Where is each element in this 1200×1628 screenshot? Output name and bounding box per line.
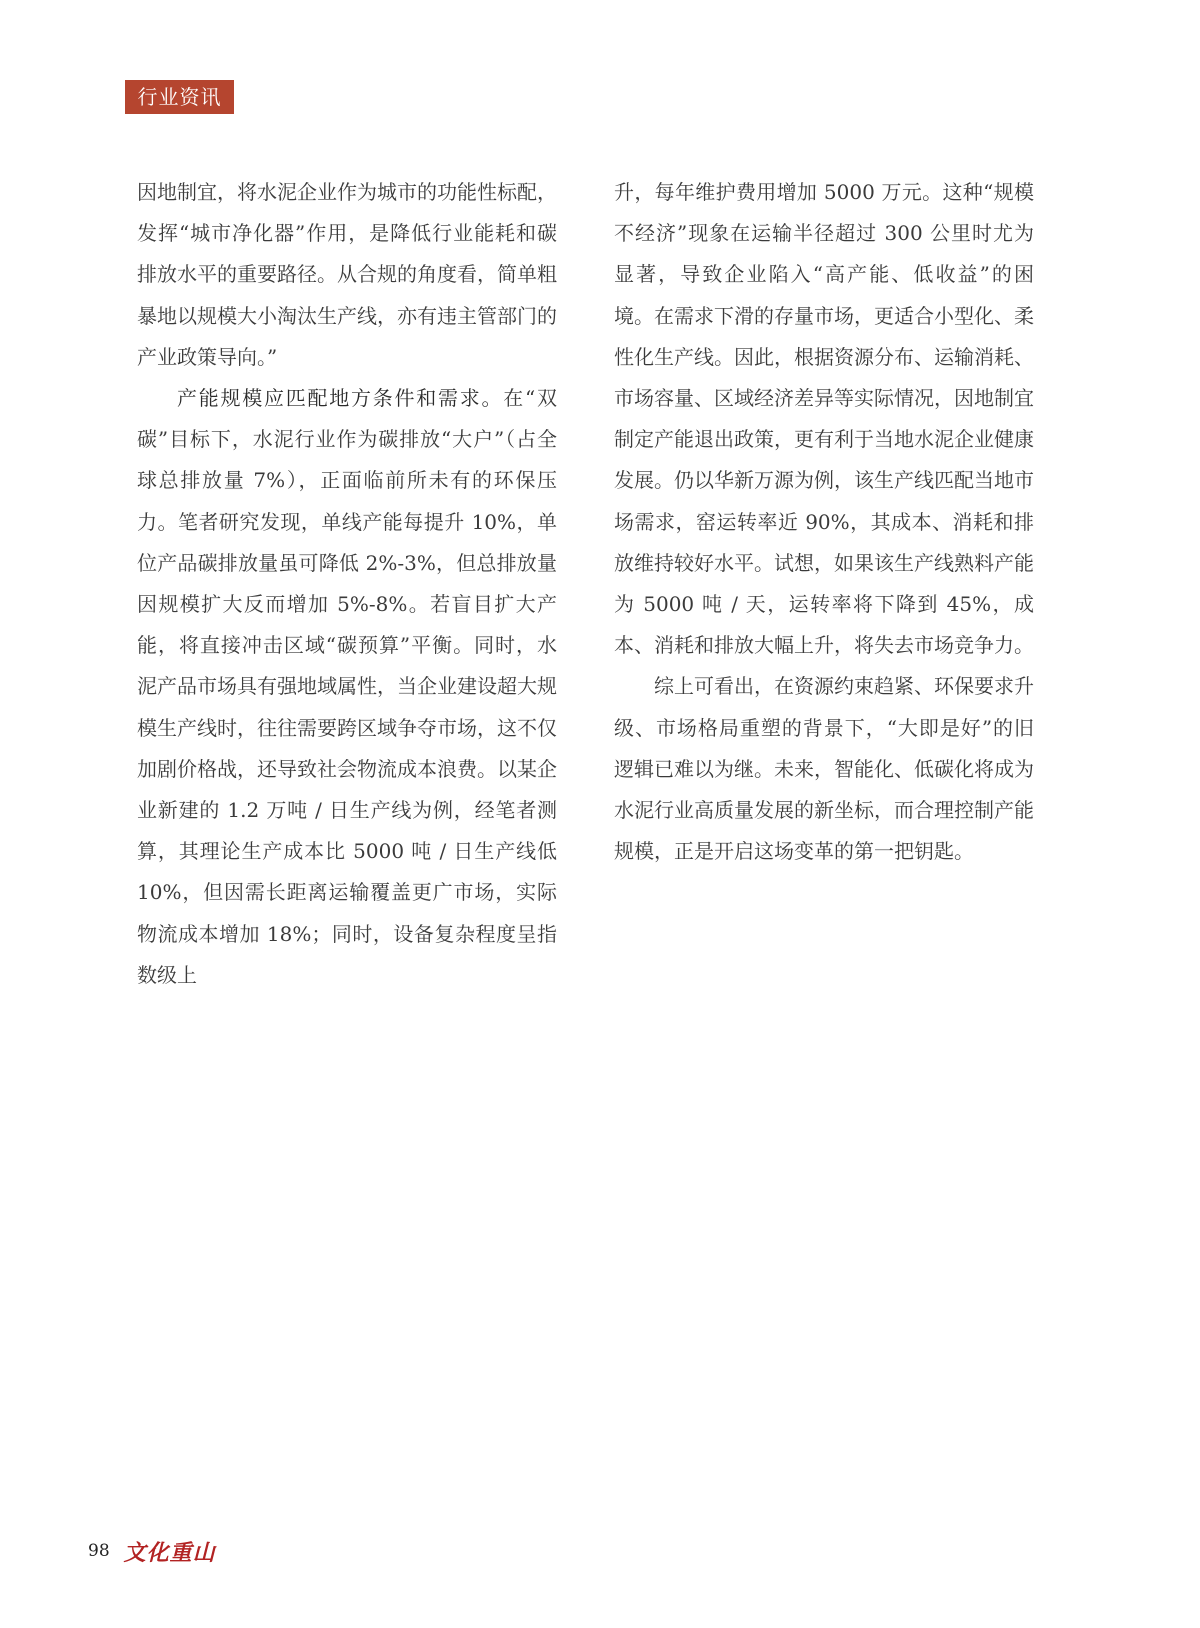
page-footer <box>88 1536 216 1566</box>
paragraph-left-2 <box>137 378 557 996</box>
section-tag: 行业资讯 <box>125 80 234 114</box>
paragraph-left-1: 因地制宜，将水泥企业作为城市的功能性标配，发挥“城市净化器”作用，是降低行业能耗和碳排放水平的重要路径。从合规的角度看，简单粗暴地以规模大小淘汰生产线，亦有违主管部门的产业政策导向。” <box>137 180 557 369</box>
publication-logo: 文化重山 <box>123 1539 216 1566</box>
article-column-left <box>137 172 557 996</box>
paragraph-lead-heading: 产能规模应匹配地方条件和需求。 <box>177 386 504 411</box>
paragraph-left-2-body: 在“双碳”目标下，水泥行业作为碳排放“大户”（占全球总排放量 7%），正面临前所未有的环保压力。笔者研究发现，单线产能每提升 10%，单位产品碳排放量虽可降低 2%-3%，但总排放量因规模扩大反而增加 5%-8%。若盲目扩大产能，将直接冲击区域“碳预算”平衡。同时，水泥产品市场具有强地域属性，当企业建设超大规模生产线时，往往需要跨区域争夺市场，这不仅加剧价格战，还导致社会物流成本浪费。以某企业新建的 1.2 万吨 / 日生产线为例，经笔者测算，其理论生产成本比 5000 吨 / 日生产线低 10%，但因需长距离运输覆盖更广市场，实际物流成本增加 18%；同时，设备复杂程度呈指数级上 <box>137 386 557 987</box>
paragraph-right-2: 综上可看出，在资源约束趋紧、环保要求升级、市场格局重塑的背景下，“大即是好”的旧逻辑已难以为继。未来，智能化、低碳化将成为水泥行业高质量发展的新坐标，而合理控制产能规模，正是开启这场变革的第一把钥匙。 <box>614 674 1034 864</box>
paragraph-right-1: 升，每年维护费用增加 5000 万元。这种“规模不经济”现象在运输半径超过 300 公里时尤为显著，导致企业陷入“高产能、低收益”的困境。在需求下滑的存量市场，更适合小型化、柔性化生产线。因此，根据资源分布、运输消耗、市场容量、区域经济差异等实际情况，因地制宜制定产能退出政策，更有利于当地水泥企业健康发展。仍以华新万源为例，该生产线匹配当地市场需求，窑运转率近 90%，其成本、消耗和排放维持较好水平。试想，如果该生产线熟料产能为 5000 吨 / 天，运转率将下降到 45%，成本、消耗和排放大幅上升，将失去市场竞争力。 <box>614 180 1034 658</box>
article-column-right <box>614 172 1034 872</box>
page-number: 98 <box>88 1541 110 1561</box>
